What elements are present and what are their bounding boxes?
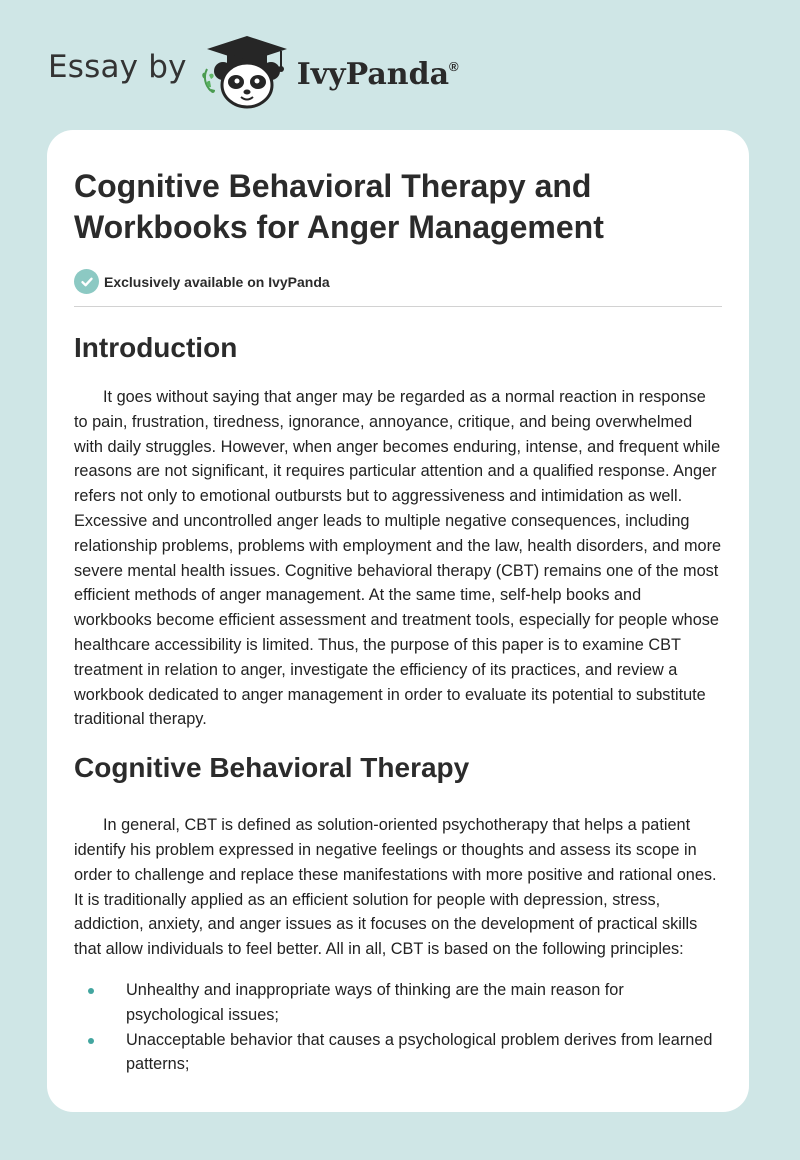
brand-name-text: IvyPanda <box>296 56 450 92</box>
checkmark-icon <box>74 269 99 294</box>
section-paragraph: In general, CBT is defined as solution-oriented psychotherapy that helps a patient identify his problem expressed in negative feelings or thoughts and assess its scope in order to challenge and replace these manifestations with more positive and rational ones. It is traditionally applied as an efficient solution for people with depression, stress, addiction, anxiety, and anger issues as it focuses on the development of practical skills that allow individuals to feel better. All in all, CBT is based on the following principles: <box>74 816 717 959</box>
list-item <box>74 1028 722 1078</box>
panda-logo-icon <box>201 33 293 111</box>
section-heading: Introduction <box>74 332 238 363</box>
section-paragraph: It goes without saying that anger may be regarded as a normal reaction in response to pain, frustration, tiredness, ignorance, annoyance, critique, and being overwhelmed with daily struggles. However, when anger becomes enduring, intense, and frequent while reasons are not significant, it requires particular attention and a qualified response. Anger refers not only to emotional outbursts but to aggressiveness and intimidation as well. Excessive and uncontrolled anger leads to multiple negative consequences, including relationship problems, problems with employment and the law, health disorders, and more severe mental health issues. Cognitive behavioral therapy (CBT) remains one of the most efficient methods of anger management. At the same time, self-help books and workbooks become efficient assessment and treatment tools, especially for people whose healthcare accessibility is limited. Thus, the purpose of this paper is to examine CBT treatment in relation to anger, investigate the efficiency of its practices, and review a workbook dedicated to anger management in order to evaluate its potential to substitute traditional therapy. <box>74 388 722 729</box>
list-item-text: Unhealthy and inappropriate ways of thinking are the main reason for psychological issues; <box>126 980 624 1024</box>
list-item-text: Unacceptable behavior that causes a psychological problem derives from learned patterns; <box>126 1030 713 1074</box>
list-item <box>74 978 722 1028</box>
exclusive-badge-label: Exclusively available on IvyPanda <box>104 273 330 290</box>
section-heading: Cognitive Behavioral Therapy <box>74 752 470 784</box>
ivy-leaf-icon <box>202 69 215 93</box>
principles-list <box>74 978 722 1077</box>
registered-mark: ® <box>449 58 459 74</box>
bullet-dot-icon <box>88 988 94 994</box>
essay-title: Cognitive Behavioral Therapy and Workbooks for Anger Management <box>74 168 604 245</box>
section-cbt <box>74 752 722 1077</box>
essay-card <box>47 130 749 1112</box>
brand-name <box>297 57 459 92</box>
section-introduction <box>74 332 722 732</box>
exclusive-badge <box>74 269 722 307</box>
brand-prefix: Essay by <box>48 49 187 85</box>
brand-header <box>48 32 459 112</box>
bullet-dot-icon <box>88 1038 94 1044</box>
